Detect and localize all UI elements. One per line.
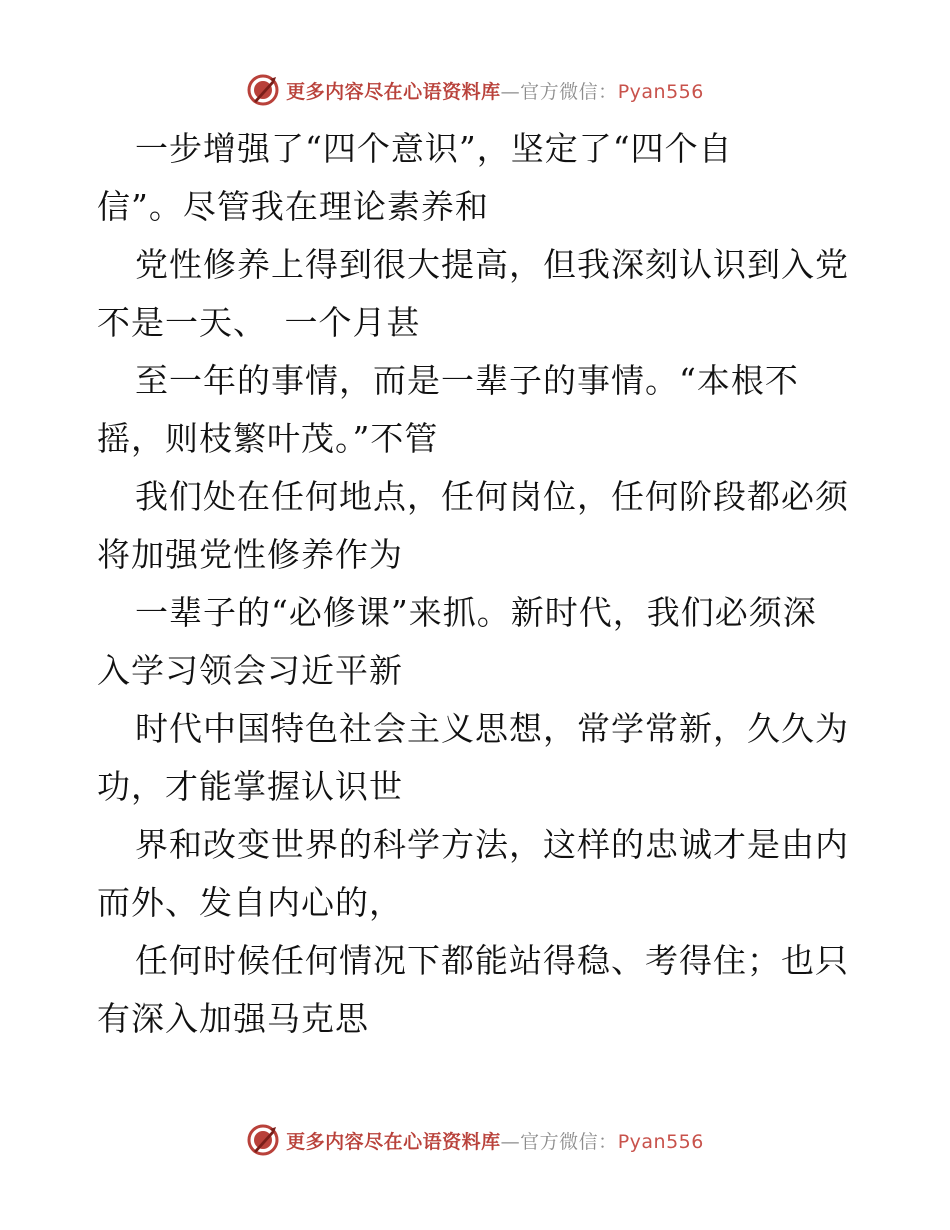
watermark-separator: — [500, 1130, 521, 1153]
body-line-10: 入学习领会习近平新 [97, 651, 403, 690]
body-line-16: 有深入加强马克思 [97, 999, 369, 1038]
body-line-9: 一辈子的“必修课”来抓。新时代，我们必须深 [135, 593, 817, 632]
body-line-6: 摇，则枝繁叶茂。”不管 [97, 419, 439, 458]
watermark-text [286, 77, 704, 104]
footer-watermark [0, 1120, 950, 1160]
header-watermark [0, 70, 950, 110]
body-line-5: 至一年的事情，而是一辈子的事情。“本根不 [135, 361, 799, 400]
body-line-12: 功，才能掌握认识世 [97, 767, 403, 806]
watermark-wechat-label: 官方微信： [520, 80, 618, 103]
body-line-1: 一步增强了“四个意识”，坚定了“四个自 [135, 129, 733, 168]
body-line-2: 信”。尽管我在理论素养和 [97, 187, 489, 226]
quill-pen-seal-icon [246, 73, 280, 107]
body-line-4: 不是一天、 一个月甚 [97, 303, 421, 342]
watermark-wechat-id: Pyan556 [617, 80, 704, 103]
watermark-brand: 更多内容尽在心语资料库 [286, 80, 501, 103]
watermark-text [286, 1127, 704, 1154]
body-line-14: 而外、发自内心的， [97, 883, 403, 922]
body-line-11: 时代中国特色社会主义思想，常学常新，久久为 [135, 709, 849, 748]
body-line-15: 任何时候任何情况下都能站得稳、考得住；也只 [135, 941, 849, 980]
document-body [97, 120, 857, 1048]
body-line-7: 我们处在任何地点，任何岗位，任何阶段都必须 [135, 477, 849, 516]
body-line-8: 将加强党性修养作为 [97, 535, 403, 574]
quill-pen-seal-icon [246, 1123, 280, 1157]
body-line-3: 党性修养上得到很大提高，但我深刻认识到入党 [135, 245, 849, 284]
watermark-separator: — [500, 80, 521, 103]
watermark-brand: 更多内容尽在心语资料库 [286, 1130, 501, 1153]
body-line-13: 界和改变世界的科学方法，这样的忠诚才是由内 [135, 825, 849, 864]
watermark-wechat-id: Pyan556 [617, 1130, 704, 1153]
watermark-wechat-label: 官方微信： [520, 1130, 618, 1153]
